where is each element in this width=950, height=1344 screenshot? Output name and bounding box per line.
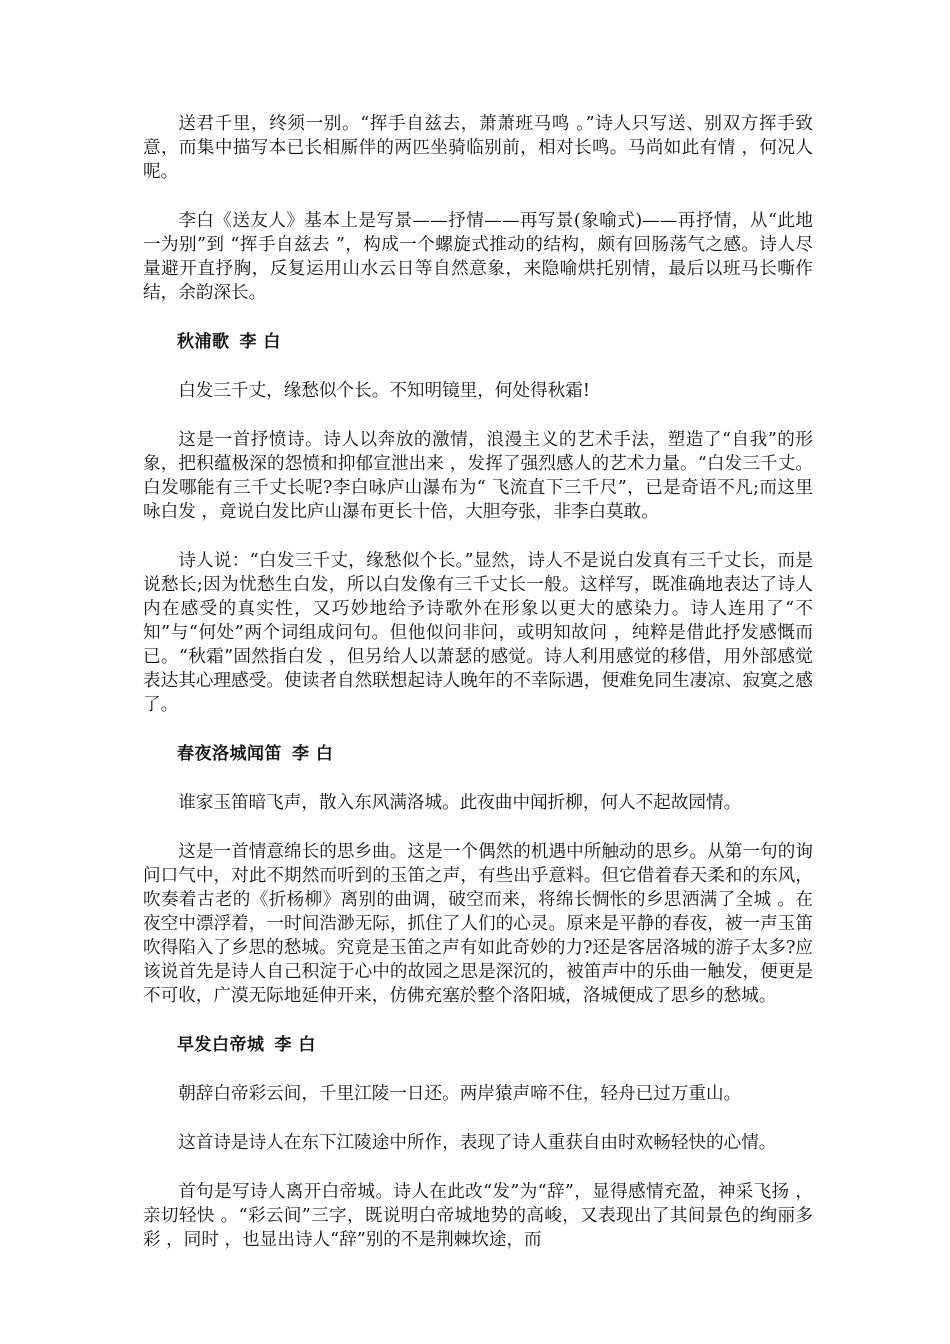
poem-author: 李 白 <box>274 1035 316 1055</box>
paragraph: 送君千里，终须一别。“挥手自兹去，萧萧班马鸣 。”诗人只写送、别双方挥手致意，而集中描写本已长相厮伴的两匹坐骑临别前，相对长鸣。马尚如此有情 ，何况人呢。 <box>143 114 813 182</box>
paragraph: 这首诗是诗人在东下江陵途中所作，表现了诗人重获自由时欢畅轻快的心情。 <box>178 1133 777 1153</box>
paragraph: 这是一首抒愤诗。诗人以奔放的激情，浪漫主义的艺术手法，塑造了“自我”的形象，把积蕴极深的怨愤和抑郁宣泄出来 ，发挥了强烈感人的艺术力量。“白发三千丈。白发哪能有三千丈长呢?李白咏庐山瀑布为“ 飞流直下三千尺”，已是奇语不凡;而这里咏白发 ，竟说白发比庐山瀑布更长十倍，大胆夸张，非李白莫敢。 <box>143 430 813 522</box>
paragraph: 李白《送友人》基本上是写景——抒情——再写景(象喻式)——再抒情，从“此地一为别”到 “挥手自兹去 ”，构成一个螺旋式推动的结构，颇有回肠荡气之感。诗人尽量避开直抒胸，反复运用山水云日等自然意象，来隐喻烘托别情，最后以班马长嘶作结，余韵深长。 <box>143 211 813 303</box>
poem-heading <box>143 742 813 766</box>
poem-author: 李 白 <box>292 744 334 764</box>
poem-author: 李 白 <box>239 332 281 352</box>
paragraph: 首句是写诗人离开白帝城。诗人在此改“发”为“辞”，显得感情充盈，神采飞扬 ，亲切轻快 。“彩云间”三字，既说明白帝城地势的高峻，又表现出了其间景色的绚丽多彩 ，同时 ，也显出诗人“辞”别的不是荆棘坎途，而 <box>143 1182 813 1250</box>
poem-text: 谁家玉笛暗飞声，散入东风满洛城。此夜曲中闻折柳，何人不起故园情。 <box>178 793 742 813</box>
poem-title: 秋浦歌 <box>177 332 230 352</box>
paragraph: 诗人说：“白发三千丈，缘愁似个长。”显然，诗人不是说白发真有三千丈长，而是说愁长;因为忧愁生白发，所以白发像有三千丈长一般。这样写，既准确地表达了诗人内在感受的真实性，又巧妙地给予诗歌外在形象以更大的感染力。诗人连用了“不知”与“何处”两个词组成问句。但他似问非问，或明知故问 ，纯粹是借此抒发感慨而已。“秋霜”固然指白发 ，但另给人以萧瑟的感觉。诗人利用感觉的移借，用外部感觉表达其心理感受。使读者自然联想起诗人晚年的不幸际遇，便难免同生凄凉、寂寞之感了。 <box>143 551 813 715</box>
poem-title: 春夜洛城闻笛 <box>177 744 282 764</box>
poem-heading <box>143 330 813 354</box>
poem-title: 早发白帝城 <box>177 1035 265 1055</box>
paragraph: 这是一首情意绵长的思乡曲。这是一个偶然的机遇中所触动的思乡。从第一句的询问口气中，对此不期然而听到的玉笛之声，有些出乎意料。但它借着春天柔和的东风，吹奏着古老的《折杨柳》离别的曲调，破空而来，将绵长惆怅的乡思洒满了全城 。在夜空中漂浮着，一时间浩渺无际，抓住了人们的心灵。原来是平静的春夜，被一声玉笛吹得陷入了乡思的愁城。究竟是玉笛之声有如此奇妙的力?还是客居洛城的游子太多?应该说首先是诗人自己积淀于心中的故园之思是深沉的，被笛声中的乐曲一触发，便更是不可收，广漠无际地延伸开来，仿佛充塞於整个洛阳城，洛城便成了思乡的愁城。 <box>143 842 813 1006</box>
poem-heading <box>143 1033 813 1057</box>
poem-text: 朝辞白帝彩云间，千里江陵一日还。两岸猿声啼不住，轻舟已过万重山。 <box>178 1084 742 1104</box>
poem-text: 白发三千丈，缘愁似个长。不知明镜里，何处得秋霜! <box>178 381 590 401</box>
document-page <box>143 112 813 1277</box>
